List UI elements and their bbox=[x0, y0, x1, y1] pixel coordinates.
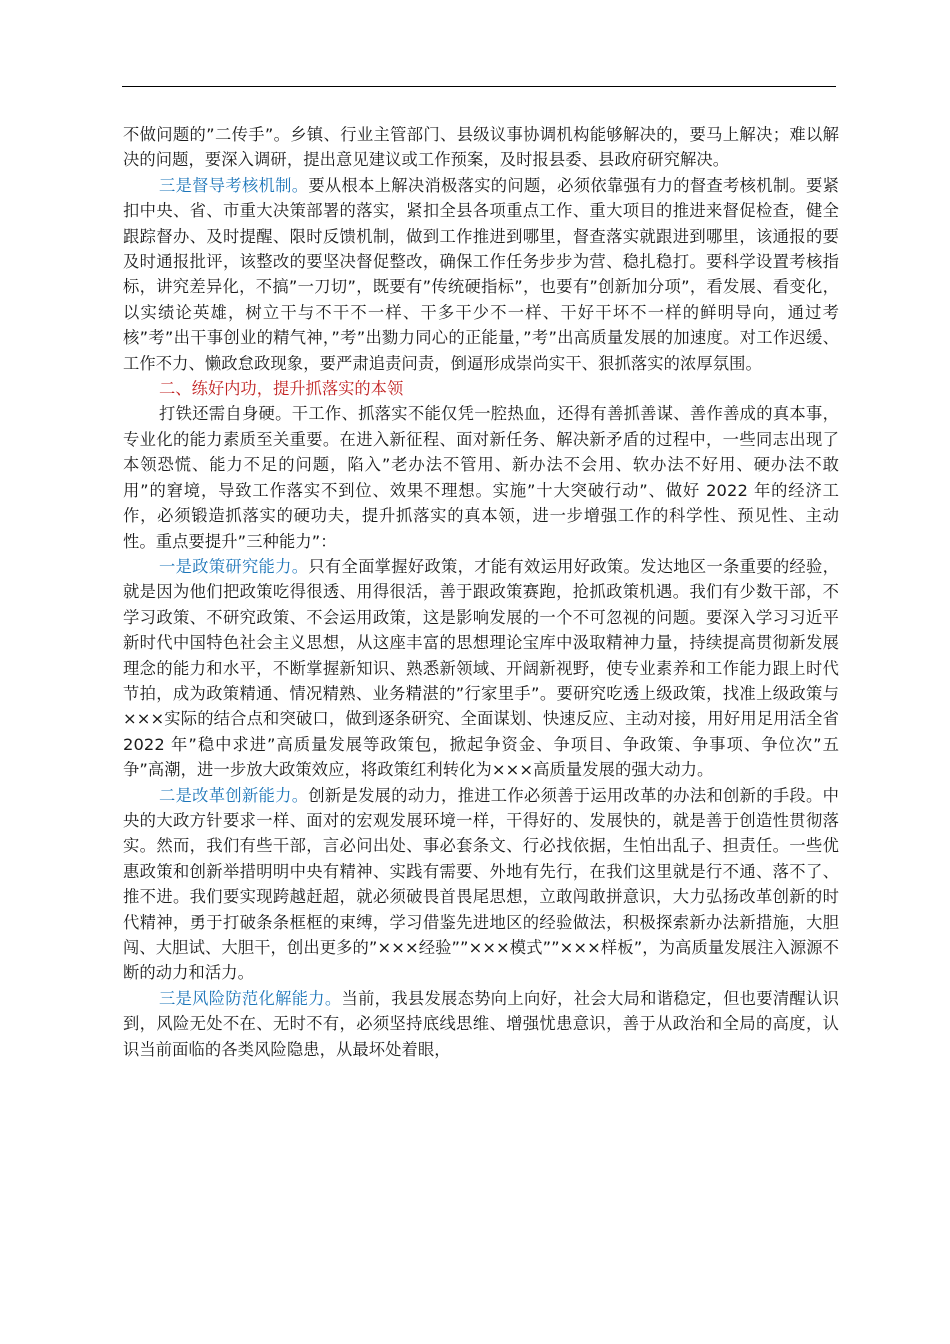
paragraph-lead-title: 三是风险防范化解能力。 bbox=[159, 988, 342, 1008]
paragraph-lead-title: 三是督导考核机制。 bbox=[159, 175, 309, 195]
paragraph-text: 打铁还需自身硬。干工作、抓落实不能仅凭一腔热血，还得有善抓善谋、善作善成的真本事，专业化的能力素质至关重要。在进入新征程、面对新任务、解决新矛盾的过程中，一些同志出现了本领恐慌、能力不足的问题，陷入”老办法不管用、新办法不会用、软办法不好用、硬办法不敢用”的窘境，导致工作落实不到位、效果不理想。实施”十大突破行动”、做好 2022 年的经济工作，必须锻造抓落实的硬功夫，提升抓落实的真本领，进一步增强工作的科学性、预见性、主动性。重点要提升”三种能力”： bbox=[123, 404, 839, 551]
paragraph-lead-title: 二是改革创新能力。 bbox=[159, 785, 309, 805]
paragraph-risk-prevention bbox=[123, 986, 839, 1062]
paragraph-policy-research bbox=[123, 554, 839, 783]
header-rule bbox=[122, 86, 836, 87]
paragraph-supervision-mechanism bbox=[123, 173, 839, 376]
paragraph-continuation bbox=[123, 122, 839, 173]
paragraph-text: 当前，我县发展态势向上向好，社会大局和谐稳定，但也要清醒认识到，风险无处不在、无时不有，必须坚持底线思维、增强忧患意识，善于从政治和全局的高度，认识当前面临的各类风险隐患，从最坏处着眼， bbox=[123, 988, 839, 1059]
paragraph-text: 创新是发展的动力，推进工作必须善于运用改革的办法和创新的手段。中央的大政方针要求一样、面对的宏观发展环境一样，干得好的、发展快的，就是善于创造性贯彻落实。然而，我们有些干部，言必问出处、事必套条文、行必找依据，生怕出乱子、担责任。一些优惠政策和创新举措明明中央有精神、实践有需要、外地有先行，在我们这里就是行不通、落不了、推不进。我们要实现跨越赶超，就必须破畏首畏尾思想，立敢闯敢拼意识，大力弘扬改革创新的时代精神，勇于打破条条框框的束缚，学习借鉴先进地区的经验做法，积极探索新办法新措施，大胆闯、大胆试、大胆干，创出更多的”×××经验””×××模式””×××样板”，为高质量发展注入源源不断的动力和活力。 bbox=[123, 785, 839, 983]
paragraph-lead-title: 一是政策研究能力。 bbox=[159, 556, 309, 576]
paragraph-text: 不做问题的”二传手”。乡镇、行业主管部门、县级议事协调机构能够解决的，要马上解决；难以解决的问题，要深入调研，提出意见建议或工作预案，及时报县委、县政府研究解决。 bbox=[123, 125, 839, 170]
paragraph-text: 要从根本上解决消极落实的问题，必须依靠强有力的督查考核机制。要紧扣中央、省、市重大决策部署的落实，紧扣全县各项重点工作、重大项目的推进来督促检查，健全跟踪督办、及时提醒、限时反馈机制，做到工作推进到哪里，督查落实就跟进到哪里，该通报的要及时通报批评，该整改的要坚决督促整改，确保工作任务步步为营、稳扎稳打。要科学设置考核指标，讲究差异化，不搞”一刀切”，既要有”传统硬指标”，也要有”创新加分项”，看发展、看变化，以实绩论英雄，树立干与不干不一样、干多干少不一样、干好干坏不一样的鲜明导向，通过考核”考”出干事创业的精气神，”考”出勠力同心的正能量，”考”出高质量发展的加速度。对工作迟缓、工作不力、懒政怠政现象，要严肃追责问责，倒逼形成崇尚实干、狠抓落实的浓厚氛围。 bbox=[123, 175, 839, 373]
paragraph-reform-innovation bbox=[123, 783, 839, 986]
paragraph-text: 只有全面掌握好政策，才能有效运用好政策。发达地区一条重要的经验，就是因为他们把政策吃得很透、用得很活，善于跟政策赛跑，抢抓政策机遇。我们有少数干部，不学习政策、不研究政策、不会运用政策，这是影响发展的一个不可忽视的问题。要深入学习习近平新时代中国特色社会主义思想，从这座丰富的思想理论宝库中汲取精神力量，持续提高贯彻新发展理念的能力和水平，不断掌握新知识、熟悉新领域、开阔新视野，使专业素养和工作能力跟上时代节拍，成为政策精通、情况精熟、业务精湛的”行家里手”。要研究吃透上级政策，找准上级政策与×××实际的结合点和突破口，做到逐条研究、全面谋划、快速反应、主动对接，用好用足用活全省 2022 年”稳中求进”高质量发展等政策包，掀起争资金、争项目、争政策、争事项、争位次”五争”高潮，进一步放大政策效应，将政策红利转化为×××高质量发展的强大动力。 bbox=[123, 556, 839, 780]
section-heading: 二、练好内功，提升抓落实的本领 bbox=[159, 379, 404, 399]
paragraph-section-intro bbox=[123, 401, 839, 553]
document-body bbox=[123, 122, 839, 1062]
